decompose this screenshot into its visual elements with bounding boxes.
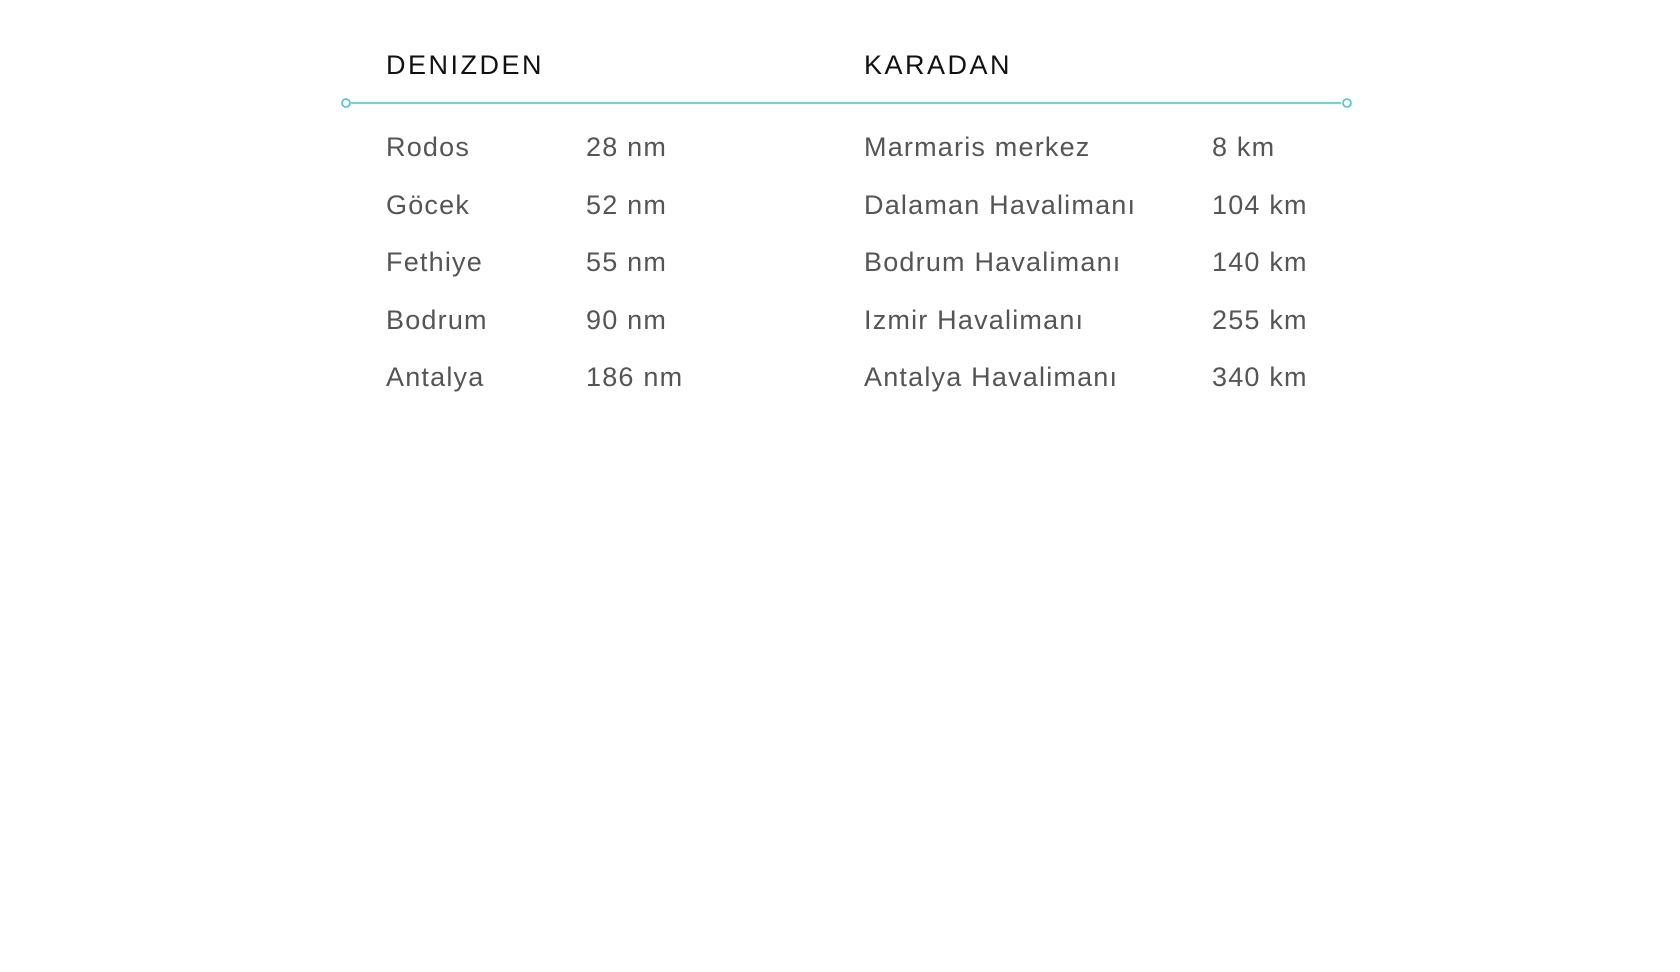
list-item — [864, 360, 1308, 418]
place-name: Bodrum — [386, 304, 488, 335]
list-item — [864, 245, 1308, 303]
place-distance: 28 nm — [586, 132, 668, 162]
place-distance: 104 km — [1212, 189, 1308, 220]
list-item — [864, 303, 1308, 361]
place-name: Izmir Havalimanı — [864, 304, 1085, 335]
place-distance: 90 nm — [586, 304, 668, 335]
list-item — [864, 130, 1308, 188]
list-item — [386, 360, 683, 418]
place-distance: 340 km — [1212, 362, 1308, 393]
place-name: Dalaman Havalimanı — [864, 189, 1137, 220]
place-name: Göcek — [386, 189, 471, 220]
place-distance: 186 nm — [586, 362, 684, 393]
list-item — [386, 245, 683, 303]
land-distance-list — [864, 130, 1308, 418]
list-item — [386, 130, 683, 188]
sea-distance-list — [386, 130, 683, 418]
divider-right-dot — [1343, 99, 1351, 107]
place-name: Rodos — [386, 132, 471, 162]
list-item — [864, 188, 1308, 246]
place-distance: 55 nm — [586, 247, 668, 278]
header-divider — [341, 97, 1352, 109]
divider-left-dot — [342, 99, 350, 107]
place-distance: 8 km — [1212, 132, 1276, 162]
list-item — [386, 188, 683, 246]
place-distance: 140 km — [1212, 247, 1308, 278]
land-heading: KARADAN — [864, 50, 1013, 80]
divider-line — [341, 97, 1352, 109]
place-name: Fethiye — [386, 247, 483, 278]
place-distance: 52 nm — [586, 189, 668, 220]
sea-heading: DENIZDEN — [386, 50, 545, 80]
place-name: Marmaris merkez — [864, 132, 1091, 162]
place-distance: 255 km — [1212, 304, 1308, 335]
place-name: Antalya — [386, 362, 485, 393]
place-name: Bodrum Havalimanı — [864, 247, 1122, 278]
place-name: Antalya Havalimanı — [864, 362, 1119, 393]
list-item — [386, 303, 683, 361]
